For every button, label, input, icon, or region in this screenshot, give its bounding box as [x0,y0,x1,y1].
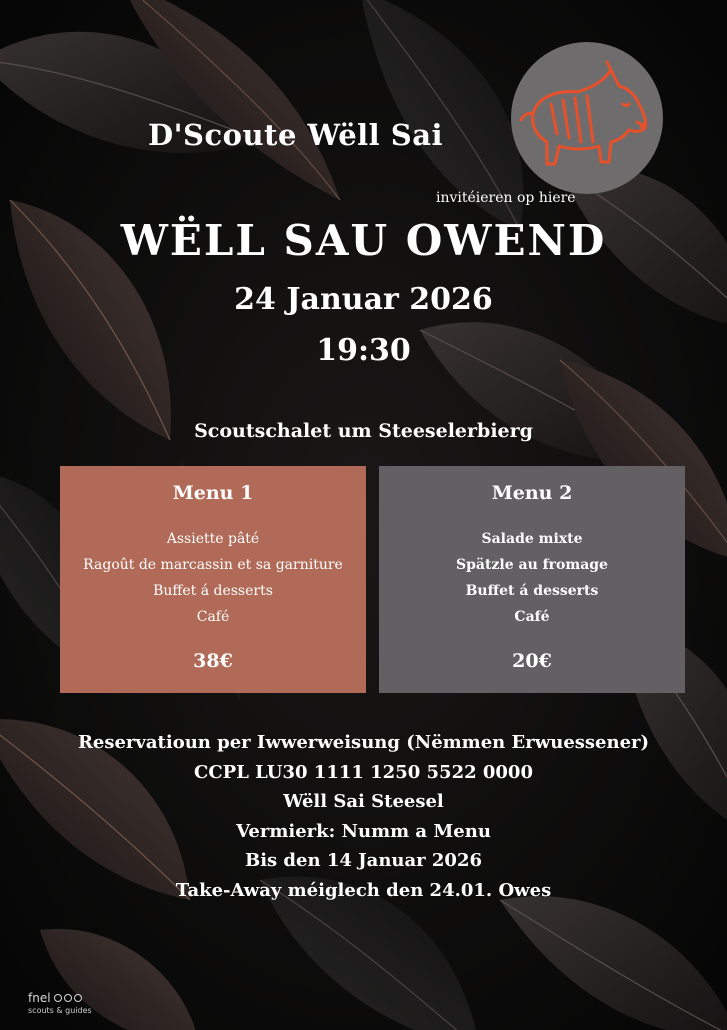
event-title: WËLL SAU OWEND [120,216,607,265]
fnel-dots-icon [54,994,82,1002]
boar-icon [511,42,663,194]
menu-item: Buffet á desserts [465,583,599,599]
menu-item: Buffet á desserts [153,583,273,599]
menu-card-2 [379,466,685,693]
menu-title: Menu 2 [491,482,573,504]
event-venue: Scoutschalet um Steeselerbierg [194,420,533,442]
boar-logo [511,42,663,194]
reservation-line: Wëll Sai Steesel [283,791,444,813]
invite-text: invitéieren op hiere [436,190,576,206]
iban-line: CCPL LU30 1111 1250 5522 0000 [194,761,533,783]
reservation-deadline: Bis den 14 Januar 2026 [244,850,483,872]
menu-item: Café [514,609,550,625]
menu-card-1 [60,466,366,693]
menu-item: Café [196,609,230,625]
menu-item: Ragoût de marcassin et sa garniture [83,557,343,573]
fnel-logo-subtext: scouts & guides [28,1006,92,1015]
reservation-line: Vermierk: Numm a Menu [236,820,491,842]
org-name: D'Scoute Wëll Sai [148,118,444,152]
menu-item: Spätzle au fromage [456,557,608,573]
event-time: 19:30 [316,333,411,368]
reservation-info [0,728,727,906]
event-date: 24 Januar 2026 [234,282,493,317]
fnel-logo-text: fnel [28,991,51,1005]
menu-price: 38€ [193,650,233,672]
menu-item: Salade mixte [481,531,583,547]
takeaway-line: Take-Away méiglech den 24.01. Owes [175,879,552,901]
menu-price: 20€ [512,650,552,672]
reservation-line: Reservatioun per Iwwerweisung (Nëmmen Erwuessener) [77,732,650,753]
menu-item: Assiette pâté [166,531,260,547]
fnel-logo-icon [28,992,92,1015]
menu-title: Menu 1 [172,482,254,504]
